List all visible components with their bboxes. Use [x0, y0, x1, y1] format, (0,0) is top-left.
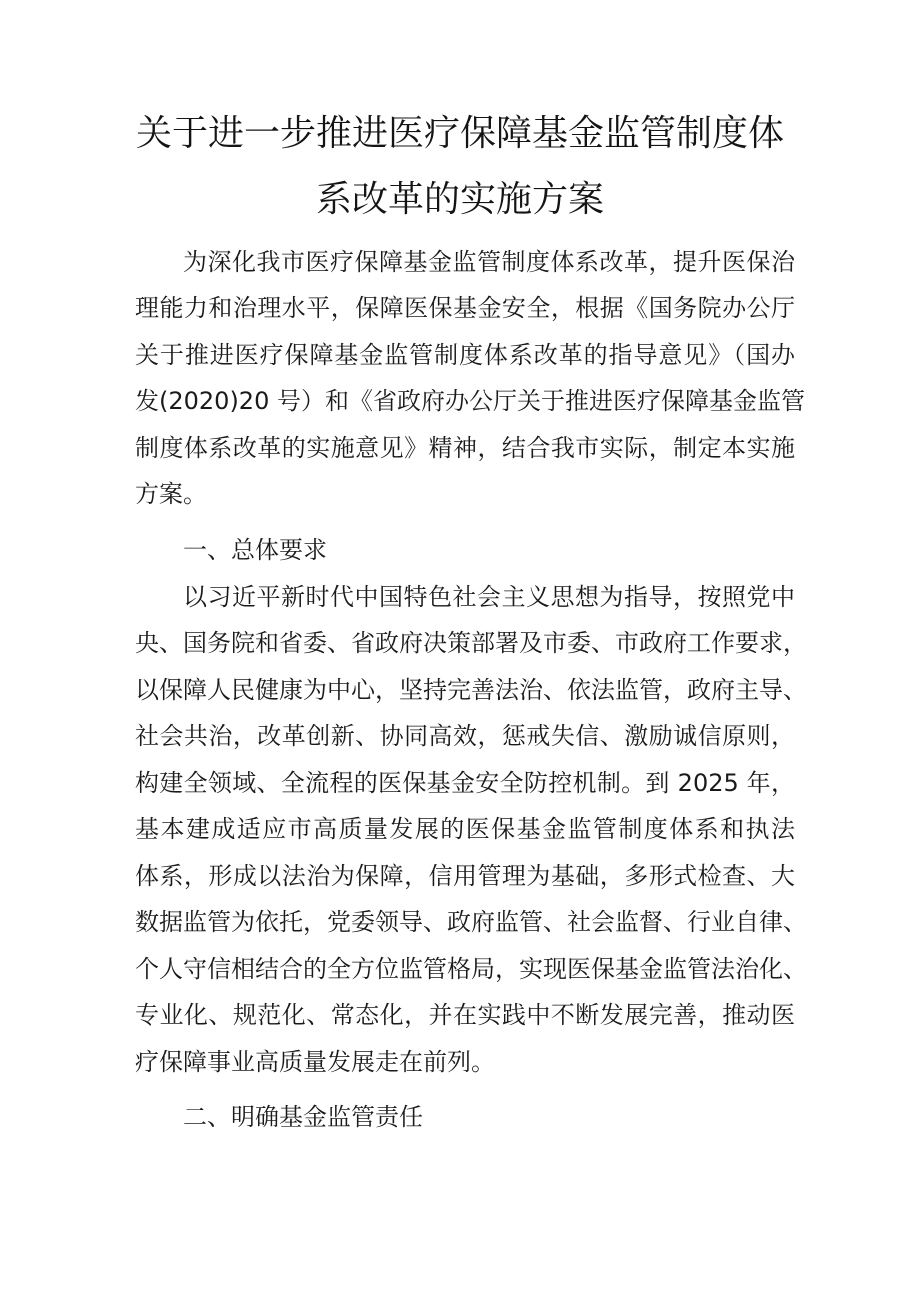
document-title-line-1: 关于进一步推进医疗保障基金监管制度体 [135, 113, 784, 154]
section-heading-fund-supervision-responsibility: 二、明确基金监管责任 [183, 1103, 423, 1131]
section-1-paragraph-line: 体系，形成以法治为保障，信用管理为基础，多形式检查、大 [135, 862, 795, 890]
section-1-paragraph-line: 以保障人民健康为中心，坚持完善法治、依法监管，政府主导、 [135, 676, 807, 704]
intro-paragraph-line: 方案。 [135, 480, 207, 508]
section-1-paragraph-line: 构建全领域、全流程的医保基金安全防控机制。到 2025 年， [135, 769, 795, 797]
section-1-paragraph-line: 个人守信相结合的全方位监管格局，实现医保基金监管法治化、 [135, 955, 807, 983]
section-1-paragraph-line: 疗保障事业高质量发展走在前列。 [135, 1048, 495, 1076]
intro-paragraph-line: 发(2020)20 号）和《省政府办公厅关于推进医疗保障基金监管 [135, 387, 805, 415]
section-1-paragraph-line: 央、国务院和省委、省政府决策部署及市委、市政府工作要求， [135, 629, 807, 657]
intro-paragraph-line: 为深化我市医疗保障基金监管制度体系改革，提升医保治 [183, 248, 795, 276]
section-heading-general-requirements: 一、总体要求 [183, 536, 327, 564]
intro-paragraph-line: 理能力和治理水平，保障医保基金安全，根据《国务院办公厅 [135, 294, 795, 322]
section-1-paragraph-line: 以习近平新时代中国特色社会主义思想为指导，按照党中 [183, 583, 795, 611]
section-1-paragraph-line: 专业化、规范化、常态化，并在实践中不断发展完善，推动医 [135, 1001, 795, 1029]
section-1-paragraph-line: 基本建成适应市高质量发展的医保基金监管制度体系和执法 [135, 815, 795, 843]
intro-paragraph-line: 制度体系改革的实施意见》精神，结合我市实际，制定本实施 [135, 434, 795, 462]
intro-paragraph-line: 关于推进医疗保障基金监管制度体系改革的指导意见》（国办 [135, 341, 795, 369]
section-1-paragraph-line: 社会共治，改革创新、协同高效，惩戒失信、激励诚信原则， [135, 722, 795, 750]
document-title-line-2: 系改革的实施方案 [315, 179, 604, 220]
section-1-paragraph-line: 数据监管为依托，党委领导、政府监管、社会监督、行业自律、 [135, 908, 807, 936]
